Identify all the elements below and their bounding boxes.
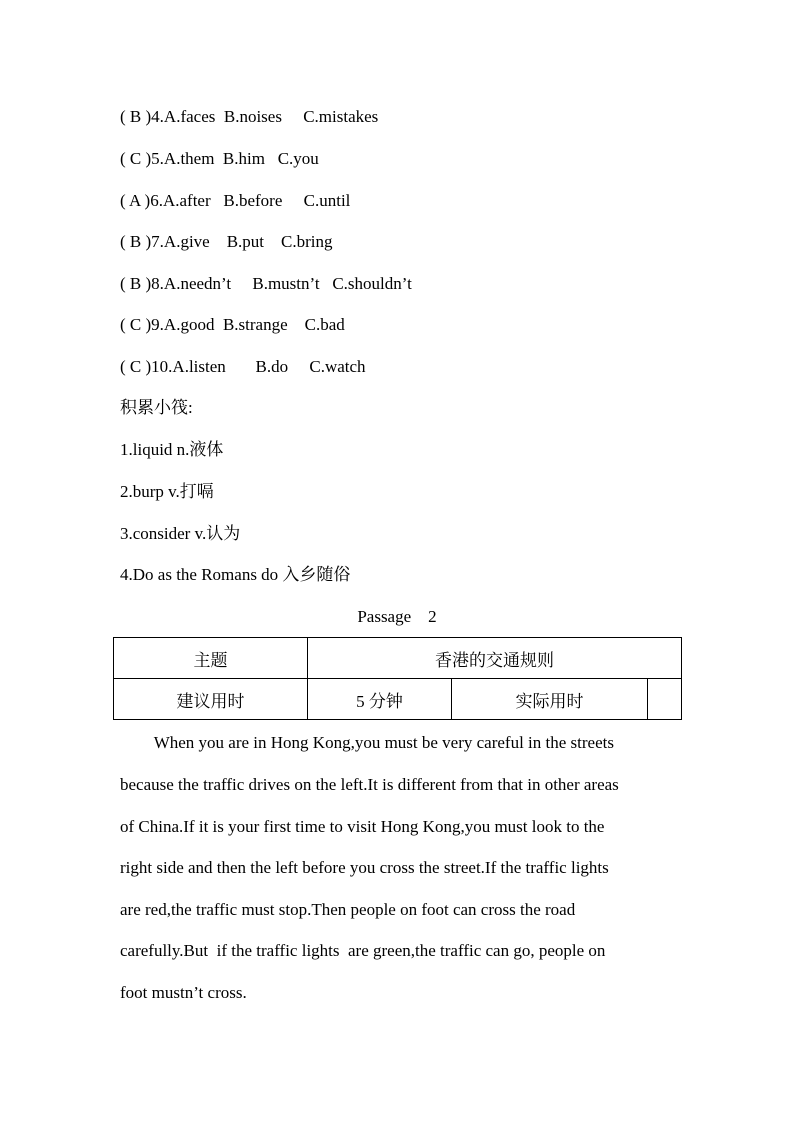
topic-label-cell: 主题 [114, 638, 308, 679]
table-row [114, 638, 682, 679]
answer-line-7: ( B )7.A.give B.put C.bring [120, 232, 333, 251]
passage-line: right side and then the left before you cross the street.If the traffic lights [120, 858, 609, 877]
vocab-item: 3.consider v.认为 [120, 524, 241, 543]
passage-line: are red,the traffic must stop.Then people on foot can cross the road [120, 900, 576, 919]
actual-time-value-cell [648, 679, 682, 720]
answer-line-4: ( B )4.A.faces B.noises C.mistakes [120, 107, 379, 126]
answer-line-5: ( C )5.A.them B.him C.you [120, 149, 319, 168]
passage-line: because the traffic drives on the left.It is different from that in other areas [120, 775, 619, 794]
passage-line: carefully.But if the traffic lights are green,the traffic can go, people on [120, 941, 606, 960]
table-row [114, 679, 682, 720]
passage-line: When you are in Hong Kong,you must be very careful in the streets [120, 733, 614, 752]
topic-value-cell: 香港的交通规则 [308, 638, 682, 679]
vocab-item: 4.Do as the Romans do 入乡随俗 [120, 565, 351, 584]
passage-title: Passage 2 [357, 607, 437, 626]
answer-line-8: ( B )8.A.needn’t B.mustn’t C.shouldn’t [120, 274, 412, 293]
passage-line: foot mustn’t cross. [120, 983, 247, 1002]
answer-line-6: ( A )6.A.after B.before C.until [120, 191, 351, 210]
answer-line-10: ( C )10.A.listen B.do C.watch [120, 357, 366, 376]
vocab-heading: 积累小筏: [120, 398, 193, 417]
passage-line: of China.If it is your first time to visit Hong Kong,you must look to the [120, 817, 605, 836]
suggested-time-value-cell: 5 分钟 [308, 679, 452, 720]
actual-time-label-cell: 实际用时 [452, 679, 648, 720]
answer-line-9: ( C )9.A.good B.strange C.bad [120, 315, 345, 334]
vocab-item: 1.liquid n.液体 [120, 440, 224, 459]
passage-info-table [113, 637, 682, 720]
vocab-item: 2.burp v.打嗝 [120, 482, 214, 501]
suggested-time-label-cell: 建议用时 [114, 679, 308, 720]
